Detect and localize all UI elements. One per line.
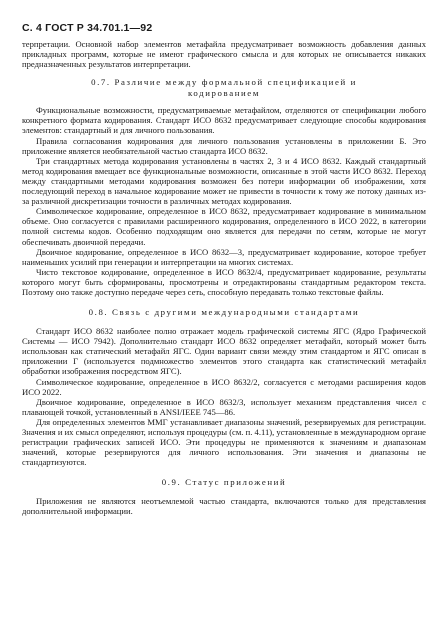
paragraph: Символическое кодирование, определенное в ИСО 8632/2, согласуется с методами расширения кодов ИСО 2022. xyxy=(22,376,426,397)
section-heading-0-7-line2: кодированием xyxy=(188,88,260,99)
paragraph: Приложения не являются неотъемлемой частью стандарта, включаются только для представления дополнительной информации. xyxy=(22,496,426,517)
section-heading-0-8: 0.8. Связь с другими международными стандартами xyxy=(88,307,360,318)
paragraph: Двоичное кодирование, определенное в ИСО 8632/3, использует механизм представления чисел с плавающей точкой, установленный в ANSI/IEEE 745—86. xyxy=(22,396,426,417)
paragraph: Стандарт ИСО 8632 наиболее полно отражает модель графической системы ЯГС (Ядро Графической Системы — ИСО 7942). Дополнительно стандарт ИСО 8632 определяет метафайл, который может быть использован как статический метафайл ЯГС. Один вариант связи между этим стандартом и ЯГС описан в приложении Г (используется подмножество элементов этого стандарта как статистический метафайл обработки изображения посредством ЯГС). xyxy=(22,326,426,377)
document-page xyxy=(22,22,426,517)
section-heading-0-7 xyxy=(22,77,426,99)
paragraph: Правила согласования кодирования для личного пользования установлены в приложении Б. Это приложение является необязательной частью стандарта ИСО 8632. xyxy=(22,135,426,156)
paragraph: Чисто текстовое кодирование, определенное в ИСО 8632/4, предусматривает кодирование, результаты которого могут быть сформированы, просмотрены и отредактированы стандартным редактором текста. Поэтому оно также доступно передаче через сеть, способную передавать только текстовые файлы. xyxy=(22,266,426,297)
paragraph: Три стандартных метода кодирования установлены в частях 2, 3 и 4 ИСО 8632. Каждый стандартный метод кодирования вмещает все функциональные возможности, описанные в этой части ИСО 8632. Переход между стандартными методами кодирования возможен без потери информации об изображении, хотя последующий переход в начальное кодирование может не привести в точности к тому же потоку данных из-за различной дискретизации точности в различных методах кодирования. xyxy=(22,155,426,207)
paragraph: Двоичное кодирование, определенное в ИСО 8632—3, предусматривает кодирование, которое требует наименьших усилий при генерации и интерпретации на многих системах. xyxy=(22,246,426,267)
paragraph: Для определенных элементов ММГ устанавливает диапазоны значений, резервируемых для регистрации. Значения и их смысл определяют, используя процедуры (см. п. 4.11), установленные в международном органе регистрации графических записей ИСО. Эти процедуры не применяются к значениям и диапазонам значений, которые резервируются для личного использования. Эти значения и диапазоны не стандартизуются. xyxy=(22,416,426,468)
paragraph-continuation: терпретации. Основной набор элементов метафайла предусматривает возможность добавления данных прикладных программ, которые не имеют графического смысла и для которых не описывается никаких предназначенных результатов интерпретации. xyxy=(22,39,426,70)
paragraph: Функциональные возможности, предусматриваемые метафайлом, отделяются от спецификации любого конкретного формата кодирования. Стандарт ИСО 8632 предусматривает следующие способы кодирования элементов: стандартный и для личного пользования. xyxy=(22,105,426,136)
paragraph: Символическое кодирование, определенное в ИСО 8632, предусматривает кодирование в минимальном объеме. Оно согласуется с правилами расширенного кодирования, определенного в ИСО 2022, в категории полной системы кодов. Особенно подходящим оно является для передачи по сетям, которые не могут обеспечивать двоичной передачи. xyxy=(22,206,426,247)
section-heading-0-9: 0.9. Статус приложений xyxy=(161,477,287,488)
section-heading-0-7-line1: 0.7. Различие между формальной спецификацией и xyxy=(91,77,357,88)
running-head: С. 4 ГОСТ Р 34.701.1—92 xyxy=(22,22,153,34)
